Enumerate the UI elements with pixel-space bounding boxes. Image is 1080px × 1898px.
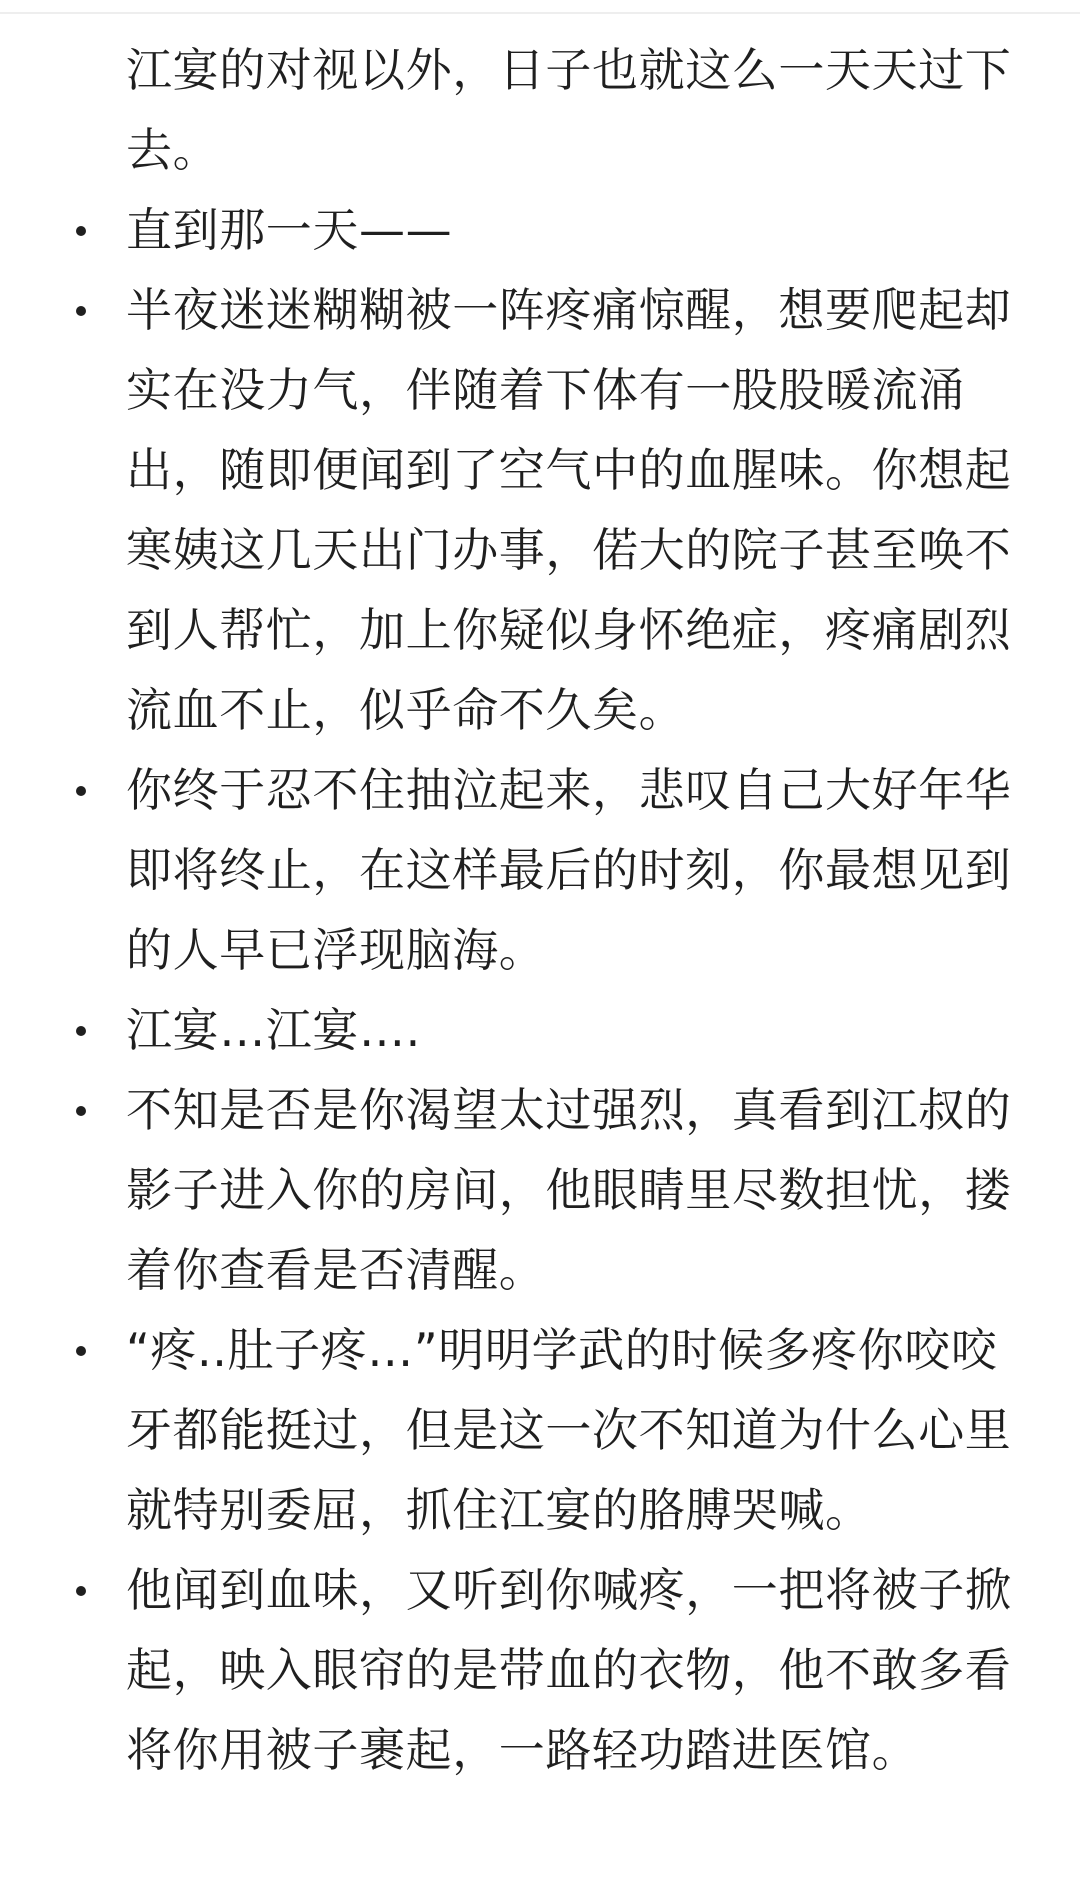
bullet-paragraph (0, 1070, 1080, 1310)
paragraph-text: 他闻到血味，又听到你喊疼，一把将被子掀起，映入眼帘的是带血的衣物，他不敢多看将你用被子裹起，一路轻功踏进医馆。 (126, 1563, 1012, 1777)
bullet-paragraph (0, 190, 1080, 270)
article-body (0, 30, 1080, 1790)
bullet-paragraph (0, 750, 1080, 990)
paragraph-text: 不知是否是你渴望太过强烈，真看到江叔的影子进入你的房间，他眼睛里尽数担忧，搂着你查看是否清醒。 (126, 1083, 1012, 1297)
bullet-paragraph (0, 1310, 1080, 1550)
paragraph-text: 江宴的对视以外，日子也就这么一天天过下去。 (126, 43, 1012, 177)
top-divider (0, 12, 1080, 14)
paragraph-text: 江宴…江宴…. (126, 1003, 421, 1057)
paragraph-continuation (0, 30, 1080, 190)
bullet-paragraph (0, 1550, 1080, 1790)
paragraph-text: “疼..肚子疼…”明明学武的时候多疼你咬咬牙都能挺过，但是这一次不知道为什么心里就特别委屈，抓住江宴的胳膊哭喊。 (126, 1323, 1012, 1537)
bullet-paragraph (0, 990, 1080, 1070)
paragraph-text: 直到那一天—— (126, 203, 453, 257)
bullet-paragraph (0, 270, 1080, 750)
paragraph-text: 你终于忍不住抽泣起来，悲叹自己大好年华即将终止，在这样最后的时刻，你最想见到的人早已浮现脑海。 (126, 763, 1012, 977)
paragraph-text: 半夜迷迷糊糊被一阵疼痛惊醒，想要爬起却实在没力气，伴随着下体有一股股暖流涌出，随即便闻到了空气中的血腥味。你想起寒姨这几天出门办事，偌大的院子甚至唤不到人帮忙，加上你疑似身怀绝症，疼痛剧烈流血不止，似乎命不久矣。 (126, 283, 1012, 737)
